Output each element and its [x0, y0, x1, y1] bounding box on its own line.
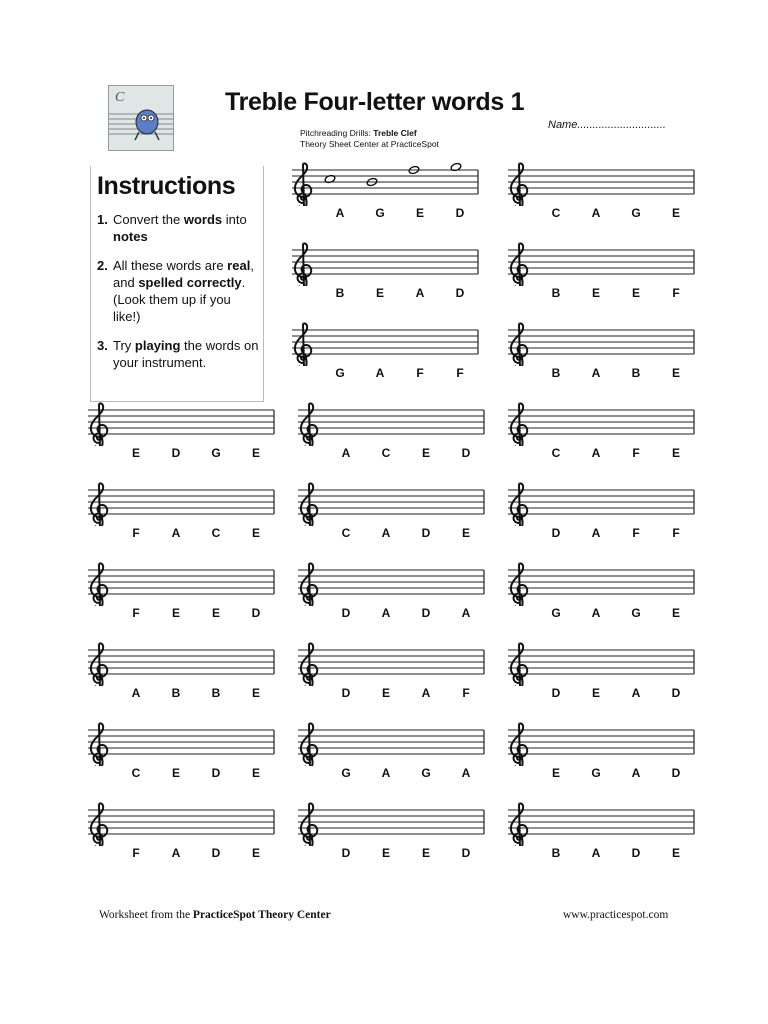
word-letters — [536, 366, 696, 380]
note-letter: F — [672, 286, 680, 300]
note-letter: F — [132, 526, 140, 540]
word-letters — [116, 526, 276, 540]
note-letter: G — [421, 766, 431, 780]
note-letter: E — [671, 206, 680, 220]
note-letter: A — [335, 206, 345, 220]
word-letters — [320, 206, 480, 220]
note-letter: E — [251, 446, 260, 460]
treble-staff — [506, 402, 696, 446]
treble-staff — [506, 722, 696, 766]
note-letter: A — [591, 526, 601, 540]
treble-staff — [506, 562, 696, 606]
note-letter: E — [211, 606, 220, 620]
note-letter: A — [461, 766, 471, 780]
note-letter: A — [131, 686, 141, 700]
note-letter: C — [551, 206, 561, 220]
word-letters — [320, 366, 480, 380]
note-letter: E — [421, 446, 430, 460]
note-letter: B — [551, 366, 561, 380]
note-letter: A — [171, 526, 181, 540]
staff-exercise — [506, 162, 696, 232]
note-letter: A — [381, 766, 391, 780]
treble-staff — [296, 482, 486, 526]
word-letters — [536, 606, 696, 620]
staff-exercise — [296, 722, 486, 792]
staff-exercise — [296, 482, 486, 552]
note-letter: B — [211, 686, 221, 700]
staff-exercise — [86, 402, 276, 472]
treble-staff — [290, 322, 480, 366]
note-letter: E — [671, 606, 680, 620]
note-letter: E — [461, 526, 470, 540]
word-letters — [326, 526, 486, 540]
subtitle-line-2: Theory Sheet Center at PracticeSpot — [300, 139, 439, 149]
staff-exercise — [506, 642, 696, 712]
staff-exercise — [290, 242, 480, 312]
staff-exercise — [506, 722, 696, 792]
note-letter: F — [672, 526, 680, 540]
note-letter: D — [461, 446, 471, 460]
note-letter: E — [381, 846, 390, 860]
staff-exercise — [506, 402, 696, 472]
staff-exercise — [506, 322, 696, 392]
footer-credit: Worksheet from the PracticeSpot Theory Center — [99, 909, 331, 921]
note-letter: A — [591, 206, 601, 220]
note-letter: D — [341, 606, 351, 620]
note-letter: D — [211, 766, 221, 780]
staff-exercise — [86, 642, 276, 712]
note-letter: C — [211, 526, 221, 540]
note-letter: G — [211, 446, 221, 460]
note-letter: D — [341, 846, 351, 860]
word-letters — [116, 686, 276, 700]
footer-url[interactable]: www.practicespot.com — [563, 909, 669, 921]
subtitle-line-1: Pitchreading Drills: Treble Clef — [300, 128, 417, 138]
note-letter: D — [461, 846, 471, 860]
name-field[interactable]: Name............................. — [548, 119, 666, 131]
staff-exercise — [290, 162, 480, 232]
note-letter: D — [671, 766, 681, 780]
note-letter: D — [455, 206, 465, 220]
note-letter: A — [631, 686, 641, 700]
note-letter: B — [631, 366, 641, 380]
staff-exercise — [506, 482, 696, 552]
word-letters — [536, 846, 696, 860]
note-letter: E — [591, 686, 600, 700]
treble-staff — [296, 722, 486, 766]
word-letters — [320, 286, 480, 300]
instruction-item: 1. Convert the words into notes — [97, 212, 247, 244]
treble-staff — [506, 802, 696, 846]
treble-staff — [506, 482, 696, 526]
staff-exercise — [86, 722, 276, 792]
note-letter: D — [455, 286, 465, 300]
treble-staff — [296, 402, 486, 446]
word-letters — [536, 286, 696, 300]
note-letter: E — [631, 286, 640, 300]
note-letter: D — [251, 606, 261, 620]
staff-exercise — [296, 642, 486, 712]
note-letter: E — [671, 846, 680, 860]
word-letters — [536, 686, 696, 700]
treble-staff — [296, 642, 486, 686]
note-letter: A — [591, 366, 601, 380]
note-letter: E — [251, 526, 260, 540]
note-letter: A — [375, 366, 385, 380]
note-letter: G — [375, 206, 385, 220]
note-letter: B — [335, 286, 345, 300]
note-letter: B — [551, 846, 561, 860]
note-letter: A — [591, 846, 601, 860]
staff-exercise — [506, 242, 696, 312]
note-letter: E — [375, 286, 384, 300]
note-letter: D — [421, 526, 431, 540]
note-letter: G — [551, 606, 561, 620]
treble-staff — [86, 402, 276, 446]
note-letter: G — [341, 766, 351, 780]
note-letter: E — [551, 766, 560, 780]
word-letters — [536, 446, 696, 460]
note-letter: E — [671, 366, 680, 380]
note-letter: D — [211, 846, 221, 860]
note-letter: C — [551, 446, 561, 460]
note-letter: D — [671, 686, 681, 700]
note-letter: G — [591, 766, 601, 780]
note-letter: D — [421, 606, 431, 620]
note-letter: B — [551, 286, 561, 300]
note-letter: D — [551, 686, 561, 700]
instructions-box — [90, 166, 264, 402]
note-letter: E — [671, 446, 680, 460]
note-letter: F — [416, 366, 424, 380]
staff-exercise — [296, 802, 486, 872]
staff-exercise — [506, 562, 696, 632]
instruction-item: 2. All these words are real, and spelled correctly. (Look them up if you like!) — [97, 258, 254, 324]
note-letter: E — [171, 606, 180, 620]
note-letter: A — [591, 606, 601, 620]
note-letter: A — [381, 606, 391, 620]
staff-exercise — [86, 482, 276, 552]
note-letter: D — [341, 686, 351, 700]
note-letter: E — [591, 286, 600, 300]
word-letters — [326, 686, 486, 700]
instructions-heading: Instructions — [97, 172, 236, 200]
note-letter: D — [551, 526, 561, 540]
note-letter: F — [132, 606, 140, 620]
note-letter: B — [171, 686, 181, 700]
note-letter: D — [171, 446, 181, 460]
note-letter: E — [251, 846, 260, 860]
note-letter: A — [421, 686, 431, 700]
note-letter: F — [632, 446, 640, 460]
note-letter: A — [341, 446, 351, 460]
note-letter: G — [631, 606, 641, 620]
staff-exercise — [296, 562, 486, 632]
word-letters — [536, 526, 696, 540]
note-letter: C — [131, 766, 141, 780]
note-letter: A — [171, 846, 181, 860]
word-letters — [536, 766, 696, 780]
note-letter: A — [631, 766, 641, 780]
note-letter: C — [381, 446, 391, 460]
note-letter: E — [131, 446, 140, 460]
word-letters — [116, 846, 276, 860]
practicespot-logo — [108, 85, 174, 151]
note-letter: E — [171, 766, 180, 780]
word-letters — [116, 766, 276, 780]
word-letters — [536, 206, 696, 220]
note-letter: E — [415, 206, 424, 220]
note-letter: F — [456, 366, 464, 380]
treble-staff — [86, 562, 276, 606]
word-letters — [326, 766, 486, 780]
note-letter: A — [415, 286, 425, 300]
staff-exercise — [290, 322, 480, 392]
note-letter: F — [632, 526, 640, 540]
staff-exercise — [296, 402, 486, 472]
note-letter: E — [251, 686, 260, 700]
note-letter: E — [381, 686, 390, 700]
treble-staff — [506, 642, 696, 686]
page-title: Treble Four-letter words 1 — [225, 88, 525, 116]
word-letters — [116, 446, 276, 460]
note-letter: D — [631, 846, 641, 860]
treble-staff — [86, 642, 276, 686]
instruction-item: 3. Try playing the words on your instrument. — [97, 338, 259, 370]
note-letter: G — [335, 366, 345, 380]
subtitle — [300, 128, 439, 150]
treble-staff — [506, 322, 696, 366]
word-letters — [116, 606, 276, 620]
treble-staff — [86, 482, 276, 526]
word-letters — [326, 606, 486, 620]
word-letters — [326, 446, 486, 460]
word-letters — [326, 846, 486, 860]
note-letter: A — [591, 446, 601, 460]
treble-staff — [290, 242, 480, 286]
treble-staff — [86, 802, 276, 846]
staff-exercise — [506, 802, 696, 872]
note-letter: A — [461, 606, 471, 620]
note-letter: A — [381, 526, 391, 540]
note-letter: F — [462, 686, 470, 700]
staff-exercise — [86, 802, 276, 872]
note-letter: E — [421, 846, 430, 860]
treble-staff — [86, 722, 276, 766]
treble-staff — [296, 562, 486, 606]
treble-staff — [296, 802, 486, 846]
treble-staff — [506, 162, 696, 206]
treble-staff — [506, 242, 696, 286]
staff-exercise — [86, 562, 276, 632]
note-letter: F — [132, 846, 140, 860]
logo-letter: C — [115, 90, 125, 105]
treble-staff — [290, 162, 480, 206]
note-letter: E — [251, 766, 260, 780]
note-letter: C — [341, 526, 351, 540]
note-letter: G — [631, 206, 641, 220]
